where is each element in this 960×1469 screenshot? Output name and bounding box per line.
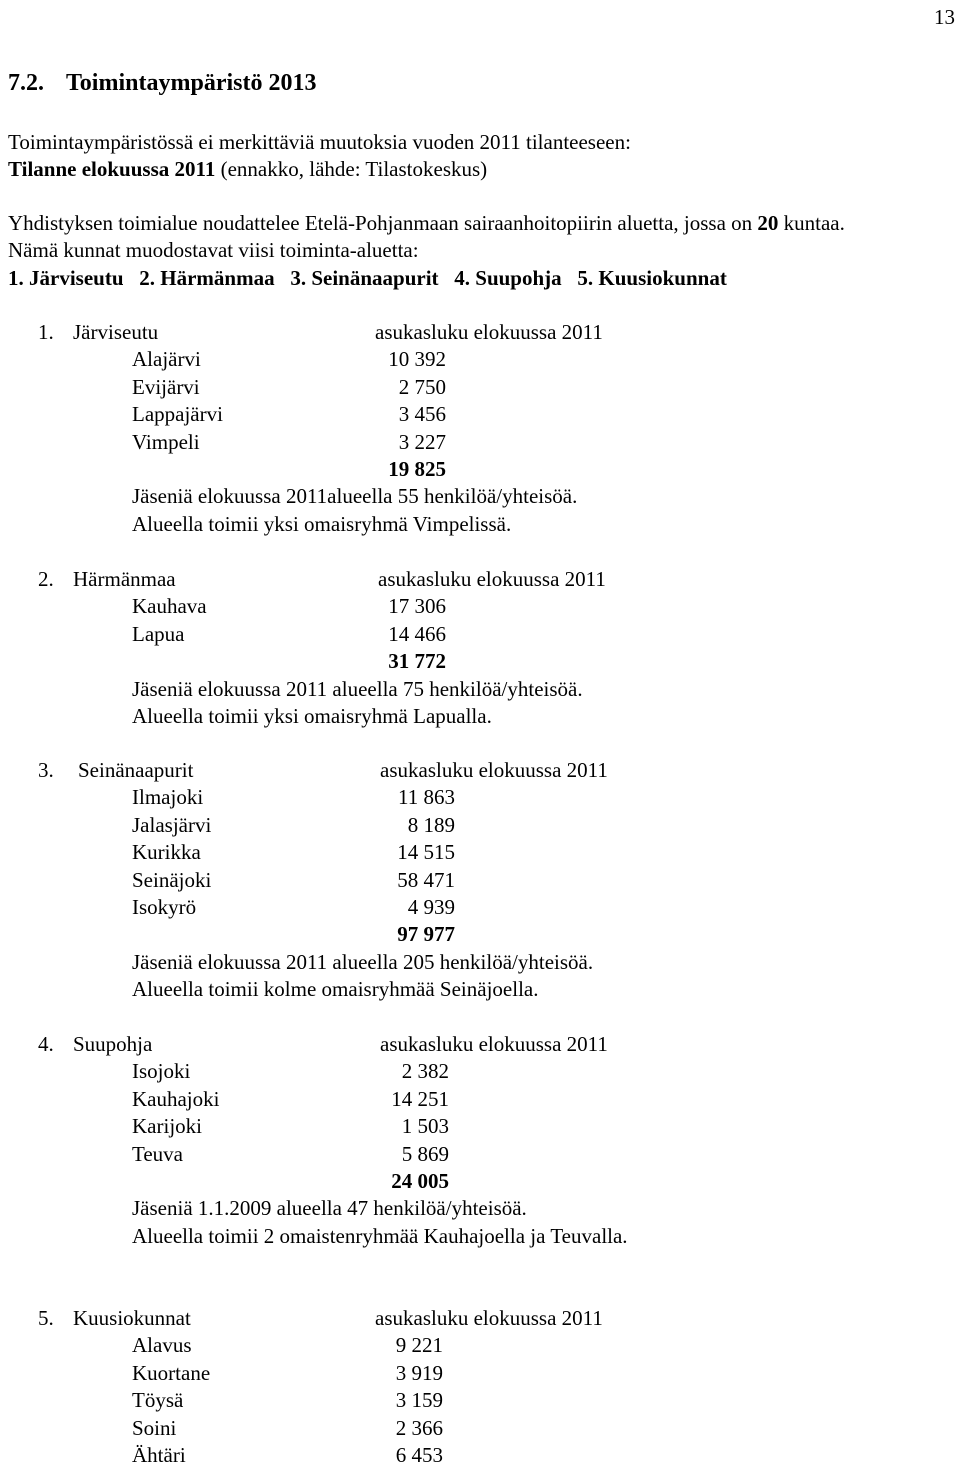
- municipality-population: 14 466: [388, 621, 446, 646]
- region-total: 31 772: [388, 649, 446, 674]
- page-number: 13: [934, 5, 955, 29]
- region-column-header: asukasluku elokuussa 2011: [375, 320, 603, 344]
- region-total: 97 977: [397, 922, 455, 947]
- intro-line-3-a: Yhdistyksen toimialue noudattelee Etelä-Pohjanmaan sairaanhoitopiirin aluetta, jossa on: [8, 211, 753, 235]
- municipality-population: 58 471: [397, 867, 455, 892]
- section-title: Toimintaympäristö 2013: [66, 70, 317, 96]
- region-column-header: asukasluku elokuussa 2011: [375, 1306, 603, 1330]
- municipality-name: Ähtäri: [132, 1443, 186, 1467]
- region-column-header: asukasluku elokuussa 2011: [380, 1032, 608, 1056]
- members-note: Jäseniä elokuussa 2011 alueella 75 henkilöä/yhteisöä.: [132, 676, 583, 701]
- municipality-population: 10 392: [388, 347, 446, 372]
- municipality-population: 3 227: [398, 429, 446, 454]
- members-note: Jäseniä elokuussa 2011 alueella 205 henkilöä/yhteisöä.: [132, 949, 594, 974]
- municipality-name: Isokyrö: [132, 895, 197, 919]
- municipality-name: Teuva: [132, 1141, 184, 1166]
- municipality-name: Kauhajoki: [132, 1086, 220, 1111]
- intro-line-2-bold: Tilanne elokuussa 2011: [8, 157, 216, 181]
- municipality-name: Jalasjärvi: [132, 812, 212, 837]
- municipality-name: Töysä: [132, 1388, 184, 1413]
- municipality-population: 1 503: [401, 1114, 449, 1139]
- municipality-name: Alajärvi: [132, 347, 201, 372]
- group-note: Alueella toimii 2 omaistenryhmää Kauhajoella ja Teuvalla.: [132, 1223, 628, 1248]
- municipality-name: Evijärvi: [132, 374, 200, 399]
- group-note: Alueella toimii kolme omaisryhmää Seinäjoella.: [132, 977, 539, 1002]
- municipality-name: Kuortane: [132, 1360, 211, 1385]
- members-note: Jäseniä 1.1.2009 alueella 47 henkilöä/yhteisöä.: [132, 1196, 527, 1221]
- municipality-name: Lappajärvi: [132, 402, 223, 427]
- intro-line-3-b: kuntaa.: [783, 211, 845, 235]
- municipality-population: 6 453: [395, 1443, 443, 1467]
- municipality-name: Alavus: [132, 1333, 192, 1358]
- region-name: Suupohja: [73, 1032, 153, 1056]
- municipality-population: 3 159: [395, 1388, 443, 1413]
- municipality-population: 4 939: [407, 895, 455, 919]
- municipality-name: Vimpeli: [132, 429, 200, 454]
- municipality-population: 14 251: [391, 1086, 449, 1111]
- municipality-population: 5 869: [401, 1141, 449, 1166]
- municipality-name: Seinäjoki: [132, 867, 212, 892]
- regions-list: 1. Järviseutu 2. Härmänmaa 3. Seinänaapurit 4. Suupohja 5. Kuusiokunnat: [8, 266, 727, 290]
- region-number: 4.: [38, 1032, 54, 1056]
- region-number: 3.: [38, 758, 54, 782]
- region-name: Järviseutu: [73, 320, 159, 344]
- municipality-population: 8 189: [407, 812, 455, 837]
- municipality-name: Lapua: [132, 621, 185, 646]
- region-column-header: asukasluku elokuussa 2011: [380, 758, 608, 782]
- municipality-population: 14 515: [397, 840, 455, 865]
- region-name: Härmänmaa: [73, 567, 176, 591]
- intro-line-3: [8, 210, 845, 237]
- municipality-population: 2 750: [398, 374, 446, 399]
- region-number: 5.: [38, 1306, 54, 1330]
- group-note: Alueella toimii yksi omaisryhmä Lapualla.: [132, 704, 492, 728]
- municipality-name: Soini: [132, 1415, 177, 1440]
- members-note: Jäseniä elokuussa 2011alueella 55 henkilöä/yhteisöä.: [132, 484, 578, 509]
- intro-line-4: Nämä kunnat muodostavat viisi toiminta-aluetta:: [8, 238, 419, 262]
- group-note: Alueella toimii yksi omaisryhmä Vimpelissä.: [132, 511, 512, 536]
- region-name: Kuusiokunnat: [73, 1306, 191, 1330]
- municipality-name: Isojoki: [132, 1059, 191, 1084]
- region-number: 1.: [38, 320, 54, 344]
- intro-line-2: [8, 156, 487, 183]
- municipality-population: 2 366: [395, 1415, 443, 1440]
- region-column-header: asukasluku elokuussa 2011: [378, 567, 606, 591]
- intro-line-1: Toimintaympäristössä ei merkittäviä muutoksia vuoden 2011 tilanteeseen:: [8, 130, 631, 154]
- municipality-population: 3 919: [395, 1360, 443, 1385]
- section-number: 7.2.: [8, 70, 44, 96]
- municipality-name: Kurikka: [132, 840, 201, 865]
- region-total: 19 825: [388, 457, 446, 481]
- region-name: Seinänaapurit: [78, 758, 194, 782]
- municipality-name: Ilmajoki: [132, 785, 204, 810]
- municipality-name: Kauhava: [132, 594, 207, 619]
- municipality-population: 3 456: [398, 402, 446, 427]
- municipality-population: 17 306: [388, 594, 446, 619]
- intro-line-2-rest: (ennakko, lähde: Tilastokeskus): [220, 157, 488, 181]
- municipality-population: 11 863: [398, 785, 455, 810]
- municipality-name: Karijoki: [132, 1114, 202, 1139]
- region-number: 2.: [38, 567, 54, 591]
- municipality-population: 9 221: [395, 1333, 443, 1358]
- intro-line-3-count: 20: [757, 211, 779, 235]
- region-total: 24 005: [391, 1169, 449, 1193]
- municipality-population: 2 382: [401, 1059, 449, 1084]
